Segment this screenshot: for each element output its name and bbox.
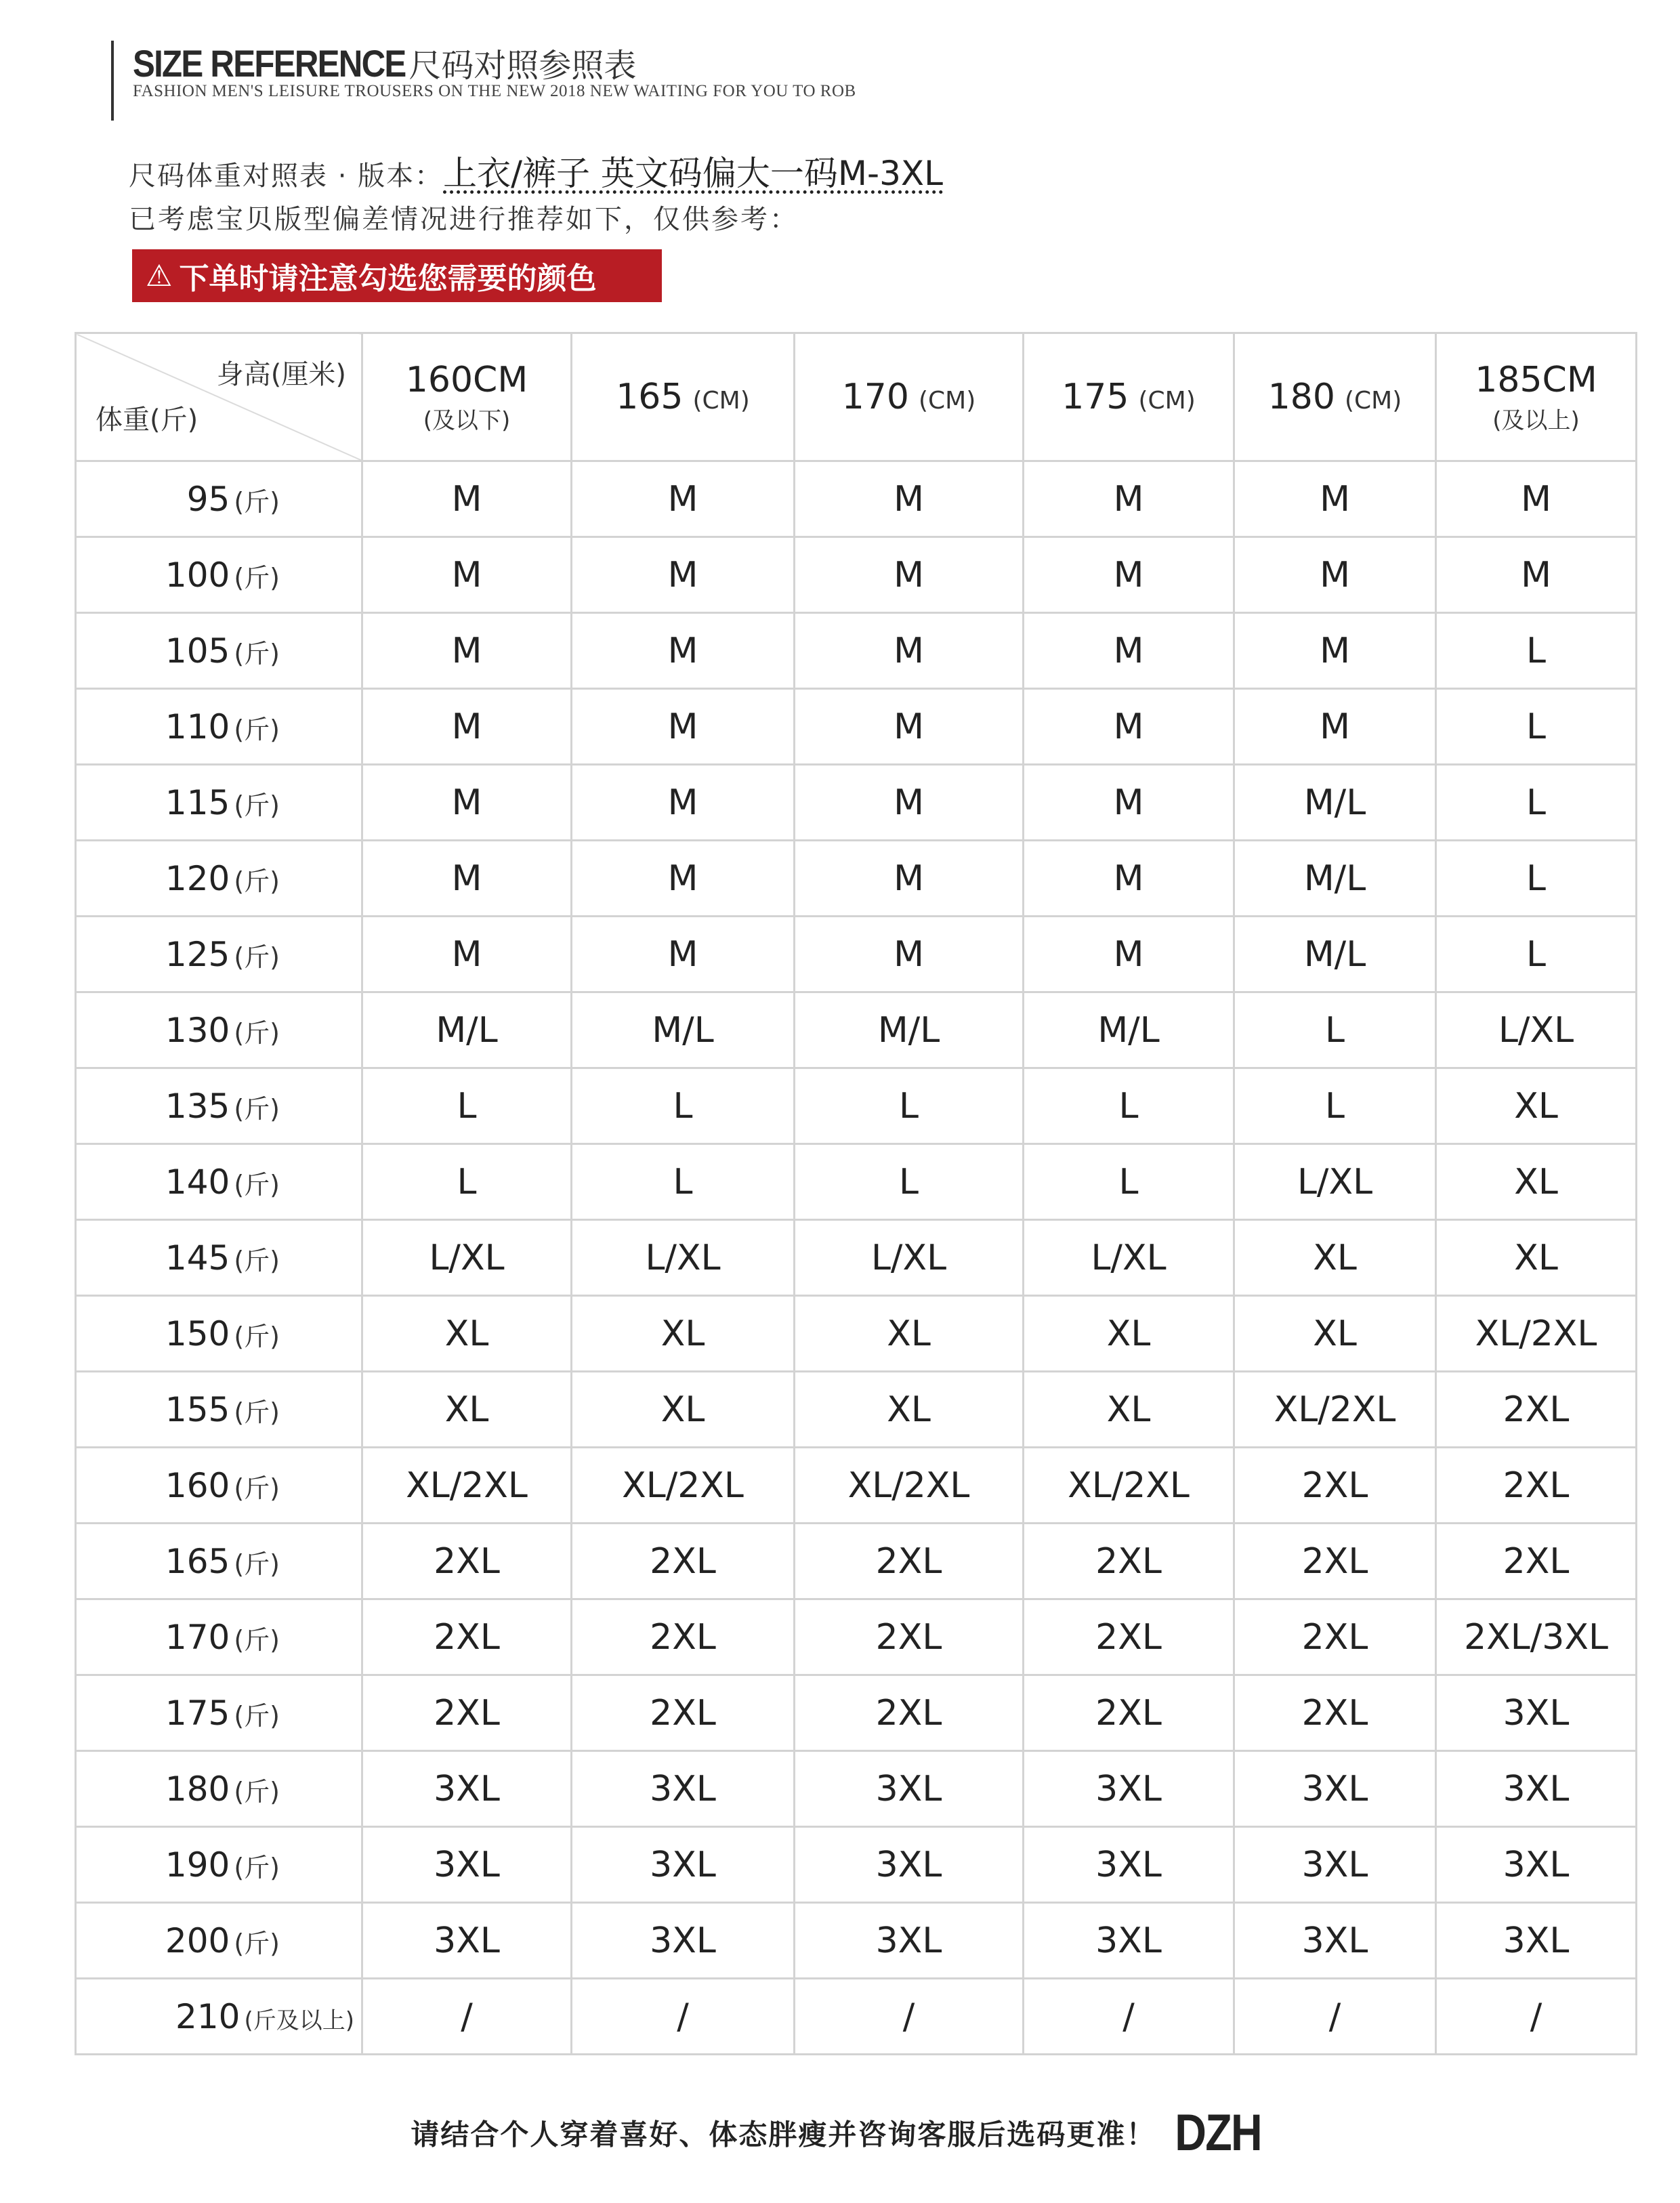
size-cell: / [362,1979,572,2055]
size-cell: M [1234,689,1436,765]
size-cell: 2XL [795,1675,1024,1751]
version-label: 尺码体重对照表 · 版本： [129,161,444,192]
size-cell: M [795,689,1024,765]
row-weight: 130 [165,1010,230,1050]
row-weight-unit: (斤) [234,1397,280,1427]
size-cell: XL [362,1372,572,1448]
row-weight-header [76,1675,362,1751]
row-weight-unit: (斤) [234,1700,280,1731]
column-unit: (CM) [918,387,976,415]
table-row [76,1599,1637,1675]
size-cell: 3XL [1234,1751,1436,1827]
table-row [76,841,1637,917]
row-weight-header [76,1296,362,1372]
row-weight-header [76,461,362,537]
row-weight-header [76,992,362,1068]
size-cell: 3XL [795,1903,1024,1979]
size-cell: M [1234,537,1436,613]
row-weight: 175 [165,1693,230,1733]
size-cell: 2XL [572,1675,795,1751]
size-cell: 3XL [362,1751,572,1827]
column-height: 160CM [405,359,528,400]
size-cell: M/L [795,992,1024,1068]
row-weight-unit: (斤及以上) [244,2007,354,2034]
row-weight-unit: (斤) [234,1473,280,1503]
row-weight-header [76,613,362,689]
size-cell: M [1436,537,1637,613]
row-weight-unit: (斤) [234,1169,280,1200]
row-weight-header [76,1903,362,1979]
size-cell: XL [795,1296,1024,1372]
size-cell: 2XL [572,1599,795,1675]
column-unit: (CM) [692,387,750,415]
header-subtitle: FASHION MEN'S LEISURE TROUSERS ON THE NEW 2018 NEW WAITING FOR YOU TO ROB [133,82,856,100]
size-cell: 3XL [362,1827,572,1903]
table-row [76,537,1637,613]
table-row [76,1220,1637,1296]
size-cell: M [795,841,1024,917]
size-cell: M/L [572,992,795,1068]
row-weight-header [76,1751,362,1827]
column-height: 180 [1267,377,1335,417]
size-cell: XL/2XL [572,1448,795,1524]
row-weight-header [76,537,362,613]
page-title [133,39,636,86]
row-weight-unit: (斤) [234,1321,280,1351]
size-cell: XL [1234,1296,1436,1372]
table-row [76,1979,1637,2055]
row-weight: 105 [165,631,230,671]
row-weight: 200 [165,1921,230,1960]
row-weight-unit: (斤) [234,714,280,744]
size-cell: 3XL [795,1751,1024,1827]
size-cell: M [1024,765,1234,841]
size-cell: L [362,1068,572,1144]
size-cell: 3XL [1234,1827,1436,1903]
row-weight-unit: (斤) [234,942,280,972]
size-cell: XL [1436,1220,1637,1296]
row-weight-unit: (斤) [234,1549,280,1579]
size-cell: L [1024,1068,1234,1144]
table-row [76,917,1637,992]
size-cell: 2XL [362,1524,572,1599]
row-weight: 100 [165,555,230,595]
table-header-row [76,333,1637,461]
recommendation-note: 已考虑宝贝版型偏差情况进行推荐如下，仅供参考： [129,204,799,235]
size-cell: L [1234,1068,1436,1144]
row-weight: 95 [186,479,230,519]
table-row [76,1827,1637,1903]
column-header-2 [795,333,1024,461]
size-cell: 2XL [362,1675,572,1751]
size-cell: 3XL [1024,1903,1234,1979]
size-cell: L [795,1068,1024,1144]
footer [0,2103,1680,2162]
size-cell: 3XL [572,1751,795,1827]
size-cell: 3XL [1436,1903,1637,1979]
column-header-1 [572,333,795,461]
size-cell: / [1024,1979,1234,2055]
size-cell: M [795,765,1024,841]
size-cell: 3XL [572,1827,795,1903]
row-weight: 135 [165,1086,230,1126]
row-weight: 120 [165,858,230,898]
column-sub: (及以下) [423,406,511,434]
size-cell: 2XL [1024,1599,1234,1675]
size-cell: M [1024,689,1234,765]
row-weight-unit: (斤) [234,866,280,896]
size-cell: L [1436,765,1637,841]
size-cell: M [795,461,1024,537]
size-cell: L [795,1144,1024,1220]
size-cell: 2XL [1234,1524,1436,1599]
size-cell: L/XL [795,1220,1024,1296]
size-cell: 2XL [1436,1372,1637,1448]
size-cell: 3XL [1436,1827,1637,1903]
size-table-container [75,332,1637,2055]
size-cell: 3XL [795,1827,1024,1903]
row-weight-unit: (斤) [234,638,280,669]
table-row [76,1296,1637,1372]
row-weight: 160 [165,1465,230,1505]
row-weight-header [76,1599,362,1675]
row-weight-unit: (斤) [234,486,280,517]
corner-weight-label: 体重(斤) [96,404,198,436]
row-weight-header [76,1448,362,1524]
size-cell: M [1234,613,1436,689]
size-cell: L [1024,1144,1234,1220]
size-cell: L [1436,689,1637,765]
size-cell: 2XL [572,1524,795,1599]
table-row [76,461,1637,537]
row-weight-header [76,765,362,841]
size-cell: L/XL [1024,1220,1234,1296]
row-weight: 170 [165,1617,230,1657]
row-weight-unit: (斤) [234,562,280,593]
row-weight: 125 [165,934,230,974]
size-cell: 3XL [1436,1675,1637,1751]
size-cell: XL/2XL [1436,1296,1637,1372]
row-weight: 190 [165,1845,230,1885]
column-header-0 [362,333,572,461]
table-corner-cell [76,333,362,461]
row-weight-header [76,1979,362,2055]
size-cell: / [1234,1979,1436,2055]
size-cell: 2XL [795,1599,1024,1675]
title-english: SIZE REFERENCE [133,42,406,85]
table-row [76,1448,1637,1524]
version-line [129,146,943,195]
size-cell: M [572,613,795,689]
size-cell: / [795,1979,1024,2055]
size-cell: M [362,537,572,613]
size-cell: M [1024,537,1234,613]
table-row [76,1144,1637,1220]
size-cell: L [1436,841,1637,917]
row-weight-unit: (斤) [234,1093,280,1124]
size-cell: M/L [362,992,572,1068]
table-row [76,613,1637,689]
size-cell: 2XL [1234,1599,1436,1675]
row-weight-unit: (斤) [234,1017,280,1048]
row-weight-header [76,1372,362,1448]
size-cell: M [1024,841,1234,917]
column-sub: (及以上) [1492,406,1580,434]
size-cell: 3XL [572,1903,795,1979]
size-cell: 2XL [1234,1448,1436,1524]
size-cell: M [1436,461,1637,537]
size-cell: M [1024,917,1234,992]
size-cell: M [795,917,1024,992]
size-cell: XL/2XL [795,1448,1024,1524]
row-weight: 115 [165,782,230,822]
size-cell: 3XL [1024,1751,1234,1827]
table-row [76,1675,1637,1751]
header-accent-bar [111,41,114,121]
size-cell: M/L [1234,917,1436,992]
size-cell: M [572,917,795,992]
size-table [75,332,1637,2055]
size-cell: M/L [1234,765,1436,841]
row-weight-unit: (斤) [234,1245,280,1276]
row-weight-header [76,1144,362,1220]
size-cell: 2XL [1436,1448,1637,1524]
row-weight-header [76,841,362,917]
size-cell: XL/2XL [1024,1448,1234,1524]
size-cell: XL [1024,1372,1234,1448]
size-cell: M/L [1024,992,1234,1068]
row-weight: 110 [165,707,230,747]
size-cell: XL [572,1372,795,1448]
column-header-3 [1024,333,1234,461]
column-header-4 [1234,333,1436,461]
corner-height-label: 身高(厘米) [216,359,346,390]
size-cell: M [1024,461,1234,537]
size-cell: L [1436,613,1637,689]
column-unit: (CM) [1138,387,1196,415]
row-weight-header [76,1827,362,1903]
column-height: 170 [841,377,909,417]
size-cell: L/XL [1436,992,1637,1068]
table-row [76,689,1637,765]
size-cell: XL/2XL [362,1448,572,1524]
size-cell: M [572,461,795,537]
size-cell: M [572,689,795,765]
row-weight-unit: (斤) [234,1852,280,1883]
column-unit: (CM) [1344,387,1402,415]
size-cell: M [1024,613,1234,689]
size-cell: XL [1436,1068,1637,1144]
row-weight-header [76,1068,362,1144]
size-cell: M [572,841,795,917]
row-weight: 210 [175,1996,240,2036]
size-cell: M [362,689,572,765]
row-weight-header [76,689,362,765]
size-cell: L/XL [362,1220,572,1296]
table-body [76,461,1637,2055]
size-cell: 2XL [362,1599,572,1675]
table-row [76,1751,1637,1827]
table-row [76,1372,1637,1448]
size-cell: M [572,765,795,841]
size-cell: / [572,1979,795,2055]
row-weight: 140 [165,1162,230,1202]
size-cell: XL [362,1296,572,1372]
warning-triangle-icon: ⚠ [146,258,173,293]
row-weight-header [76,917,362,992]
row-weight: 155 [165,1389,230,1429]
size-cell: M [1234,461,1436,537]
size-cell: XL [795,1372,1024,1448]
footer-text: 请结合个人穿着喜好、体态胖瘦并咨询客服后选码更准！ [411,2118,1156,2152]
size-cell: 2XL [795,1524,1024,1599]
size-cell: M [795,613,1024,689]
row-weight-header [76,1220,362,1296]
size-cell: 2XL [1234,1675,1436,1751]
row-weight-unit: (斤) [234,1928,280,1958]
warning-banner [132,249,662,302]
size-cell: M [362,765,572,841]
column-height: 165 [616,377,684,417]
size-cell: XL [1436,1144,1637,1220]
row-weight-unit: (斤) [234,1624,280,1655]
size-cell: XL [1024,1296,1234,1372]
size-cell: M [362,461,572,537]
size-cell: M [362,613,572,689]
size-cell: L/XL [572,1220,795,1296]
size-cell: XL [1234,1220,1436,1296]
table-row [76,1068,1637,1144]
size-cell: L [1234,992,1436,1068]
title-chinese: 尺码对照参照表 [408,47,637,85]
size-cell: 3XL [1436,1751,1637,1827]
row-weight-header [76,1524,362,1599]
version-value: 上衣/裤子 英文码偏大一码M-3XL [443,154,943,193]
size-cell: M/L [1234,841,1436,917]
warning-text: 下单时请注意勾选您需要的颜色 [179,261,597,296]
size-cell: 3XL [1234,1903,1436,1979]
size-cell: L [572,1068,795,1144]
row-weight: 145 [165,1238,230,1278]
size-cell: 2XL [1024,1675,1234,1751]
brand-logo: DZH [1175,2104,1262,2162]
column-height: 185CM [1475,359,1597,400]
size-cell: M [362,917,572,992]
row-weight-unit: (斤) [234,1776,280,1807]
size-cell: 2XL/3XL [1436,1599,1637,1675]
row-weight-unit: (斤) [234,790,280,820]
table-row [76,765,1637,841]
table-row [76,992,1637,1068]
size-cell: M [362,841,572,917]
size-cell: L/XL [1234,1144,1436,1220]
size-cell: M [795,537,1024,613]
size-cell: XL/2XL [1234,1372,1436,1448]
size-cell: M [572,537,795,613]
row-weight: 150 [165,1314,230,1354]
table-row [76,1524,1637,1599]
size-cell: 3XL [1024,1827,1234,1903]
column-height: 175 [1062,377,1129,417]
size-cell: 2XL [1024,1524,1234,1599]
size-cell: 2XL [1436,1524,1637,1599]
size-cell: / [1436,1979,1637,2055]
row-weight: 165 [165,1541,230,1581]
size-cell: 3XL [362,1903,572,1979]
table-row [76,1903,1637,1979]
size-cell: L [1436,917,1637,992]
row-weight: 180 [165,1769,230,1809]
column-header-5 [1436,333,1637,461]
size-cell: XL [572,1296,795,1372]
size-cell: L [362,1144,572,1220]
size-cell: L [572,1144,795,1220]
